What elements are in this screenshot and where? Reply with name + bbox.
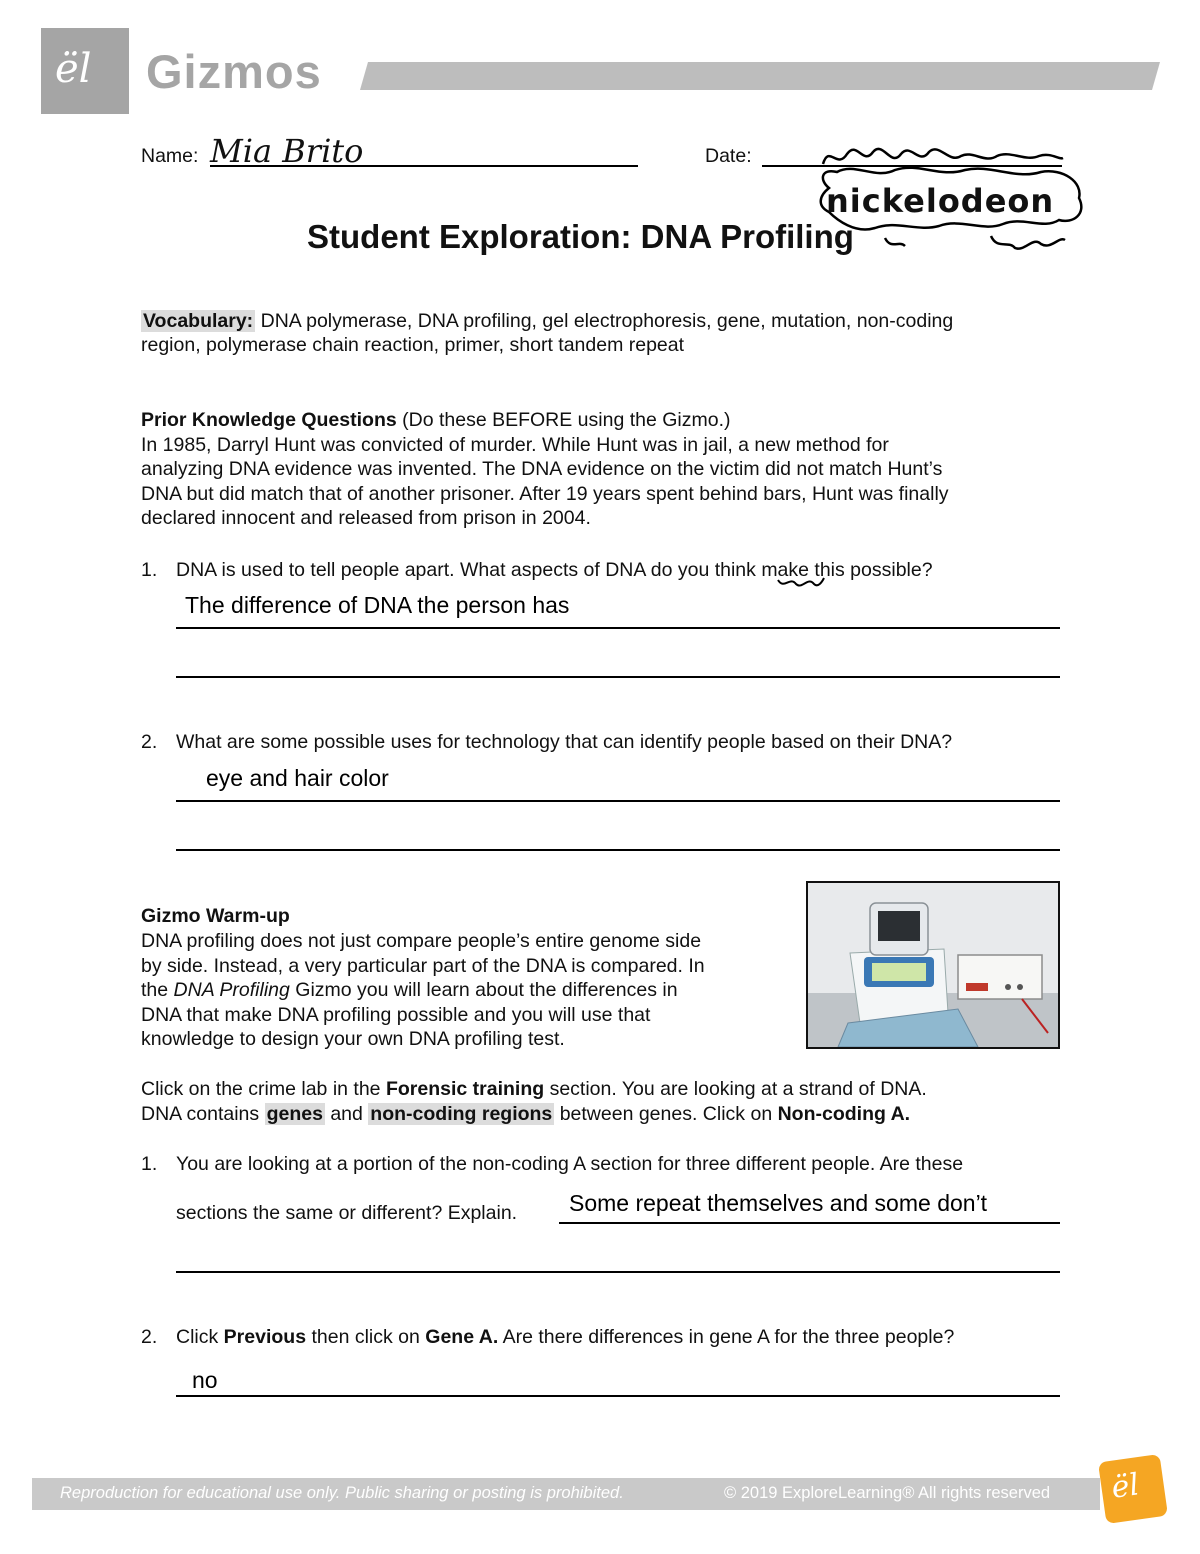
prior-heading (141, 408, 731, 433)
prior-q2-answer[interactable]: eye and hair color (206, 765, 389, 791)
prior-q2-line-1[interactable] (176, 800, 1060, 802)
page-title: Student Exploration: DNA Profiling (307, 218, 854, 255)
warmup-q2-text (176, 1325, 954, 1350)
brand-title: Gizmos (146, 45, 322, 98)
footer-logo-glyph: ël (1109, 1467, 1142, 1506)
click-line-2-pre: DNA contains (141, 1103, 265, 1125)
prior-q1-line-1[interactable] (176, 627, 1060, 629)
warmup-q1-line-2[interactable] (176, 1271, 1060, 1273)
previous-term: Previous (223, 1326, 307, 1348)
prior-q2-number: 2. (141, 731, 158, 753)
warmup-para-1: DNA profiling does not just compare people’s entire genome side (141, 930, 702, 952)
vocabulary-line1 (141, 309, 953, 334)
prior-para-2: analyzing DNA evidence was invented. The DNA evidence on the victim did not match Hunt’s (141, 458, 943, 480)
header-bar (358, 60, 1160, 92)
warmup-q1-line-1[interactable] (559, 1222, 1060, 1224)
click-line-1 (141, 1077, 927, 1102)
forensic-training-term: Forensic training (385, 1078, 545, 1100)
genes-term: genes (266, 1103, 323, 1125)
gizmo-name: DNA Profiling (173, 979, 290, 1001)
warmup-para-4: DNA that make DNA profiling possible and you will use that (141, 1004, 651, 1026)
click-line-2-and: and (324, 1103, 369, 1125)
name-value: Mia Brito (210, 132, 364, 170)
warmup-q1-text-1: You are looking at a portion of the non-coding A section for three different people. Are these (176, 1153, 964, 1175)
prior-q2-text: What are some possible uses for technology that can identify people based on their DNA? (176, 731, 953, 753)
warmup-q2-answer[interactable]: no (192, 1367, 218, 1393)
click-line-1-post: section. You are looking at a strand of DNA. (544, 1078, 927, 1100)
prior-q1-number: 1. (141, 559, 158, 581)
prior-heading-title: Prior Knowledge Questions (141, 409, 397, 431)
warmup-para-3-post: Gizmo you will learn about the differences in (289, 979, 678, 1001)
warmup-q2-post: Are there differences in gene A for the three people? (498, 1326, 955, 1348)
warmup-q2-line[interactable] (176, 1395, 1060, 1397)
non-coding-term: non-coding regions (370, 1103, 553, 1125)
prior-para-3: DNA but did match that of another prisoner. After 19 years spent behind bars, Hunt was finally (141, 483, 949, 505)
footer-left-text: Reproduction for educational use only. Public sharing or posting is prohibited. (60, 1484, 624, 1502)
footer-right-text: © 2019 ExploreLearning® All rights reserved (724, 1484, 1051, 1502)
warmup-q2-mid: then click on (306, 1326, 426, 1348)
prior-q1-answer[interactable]: The difference of DNA the person has (185, 592, 570, 618)
click-line-2 (141, 1102, 910, 1127)
gene-a-term: Gene A. (425, 1326, 499, 1348)
click-line-1-pre: Click on the crime lab in the (141, 1078, 386, 1100)
footer-logo-badge (1098, 1454, 1168, 1524)
prior-q1-line-2[interactable] (176, 676, 1060, 678)
vocabulary-terms-1: DNA polymerase, DNA profiling, gel electrophoresis, gene, mutation, non-coding (260, 310, 954, 332)
non-coding-a-term: Non-coding A. (777, 1103, 911, 1125)
click-line-2-between: between genes. Click on (554, 1103, 778, 1125)
warmup-q1-number: 1. (141, 1153, 158, 1175)
prior-para-1: In 1985, Darryl Hunt was convicted of murder. While Hunt was in jail, a new method for (141, 434, 889, 456)
warmup-q2-pre: Click (176, 1326, 224, 1348)
vocabulary-line2: region, polymerase chain reaction, primer, short tandem repeat (141, 334, 685, 356)
warmup-para-3 (141, 978, 678, 1003)
logo-badge (41, 28, 129, 114)
gizmo-lab-image (806, 881, 1060, 1049)
name-label: Name: (141, 145, 199, 167)
warmup-para-5: knowledge to design your own DNA profiling test. (141, 1028, 565, 1050)
prior-q2-line-2[interactable] (176, 849, 1060, 851)
warmup-q2-number: 2. (141, 1326, 158, 1348)
date-label: Date: (705, 145, 752, 167)
logo-glyph: ël (55, 46, 92, 92)
doodle-text: nickelodeon (826, 182, 1055, 220)
prior-para-4: declared innocent and released from prison in 2004. (141, 507, 591, 529)
prior-q1-text: DNA is used to tell people apart. What aspects of DNA do you think make this possible? (176, 559, 933, 581)
prior-heading-note: (Do these BEFORE using the Gizmo.) (402, 409, 731, 431)
warmup-q1-text-2: sections the same or different? Explain. (176, 1202, 518, 1224)
warmup-heading: Gizmo Warm-up (141, 905, 290, 927)
squiggle-mark (776, 574, 826, 590)
lab-equipment-illustration (808, 883, 1058, 1047)
vocabulary-label: Vocabulary: (143, 310, 254, 332)
warmup-para-2: by side. Instead, a very particular part of the DNA is compared. In (141, 955, 705, 977)
name-line (210, 165, 638, 167)
warmup-para-3-pre: the (141, 979, 174, 1001)
warmup-q1-answer[interactable]: Some repeat themselves and some don’t (569, 1190, 988, 1216)
